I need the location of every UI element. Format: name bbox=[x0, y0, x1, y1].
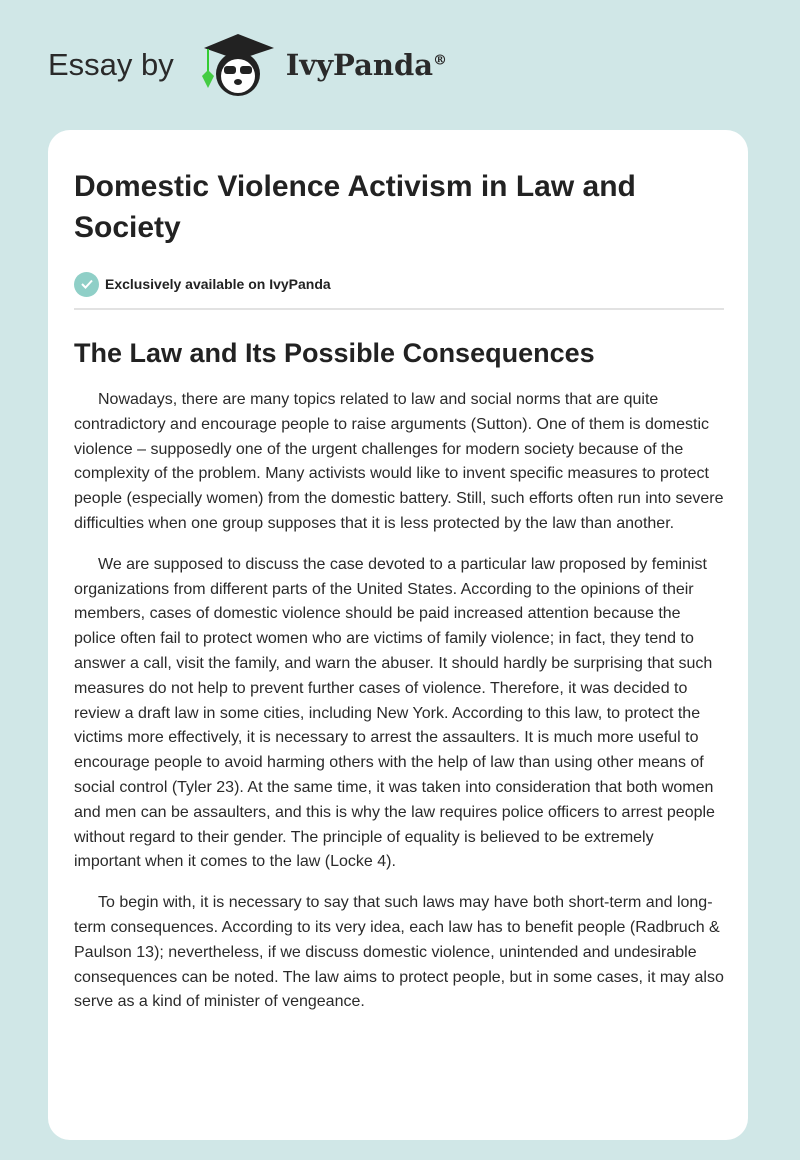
section-title: The Law and Its Possible Consequences bbox=[74, 338, 595, 368]
divider bbox=[74, 308, 724, 310]
paragraph: To begin with, it is necessary to say that such laws may have both short-term and long-term consequences. According to its very idea, each law has to benefit people (Radbruch & Paulson 13); nevertheless, if we discuss domestic violence, unintended and undesirable consequences can be noted. The law aims to protect people, but in some cases, it may also serve as a kind of minister of vengeance. bbox=[74, 894, 724, 1011]
essay-title: Domestic Violence Activism in Law and Society bbox=[74, 170, 636, 244]
paragraph: Nowadays, there are many topics related to law and social norms that are quite contradictory and encourage people to raise arguments (Sutton). One of them is domestic violence – supposedly one of the urgent challenges for modern society because of the complexity of the problem. Many activists would like to invent specific measures to protect people (especially women) from the domestic battery. Still, such efforts often run into severe difficulties when one group supposes that it is less protected by the law than another. bbox=[74, 391, 724, 532]
exclusive-badge bbox=[74, 270, 724, 298]
essay-card bbox=[48, 130, 748, 1140]
check-icon bbox=[74, 272, 99, 297]
essay-by-label: Essay by bbox=[48, 47, 174, 82]
ivypanda-logo-icon[interactable] bbox=[194, 30, 278, 100]
paragraph: We are supposed to discuss the case devoted to a particular law proposed by feminist organizations from different parts of the United States. According to the opinions of their members, cases of domestic violence should be paid increased attention because the police often fail to protect women who are victims of family violence; in fact, they tend to answer a call, visit the family, and warn the abuser. It should hardly be surprising that such measures do not help to prevent further cases of violence. Therefore, it was decided to review a draft law in some cities, including New York. According to this law, to protect the victims more effectively, it is necessary to arrest the assaulters. It is much more useful to encourage people to avoid harming others with the help of law than using other means of social control (Tyler 23). At the same time, it was taken into consideration that both women and men can be assaulters, and this is why the law requires police officers to arrest people without regard to their gender. The principle of equality is believed to be extremely important when it comes to the law (Locke 4). bbox=[74, 555, 715, 871]
site-header bbox=[48, 30, 447, 100]
brand-name[interactable]: IvyPanda® bbox=[285, 48, 448, 82]
exclusive-label: Exclusively available on IvyPanda bbox=[105, 276, 331, 292]
